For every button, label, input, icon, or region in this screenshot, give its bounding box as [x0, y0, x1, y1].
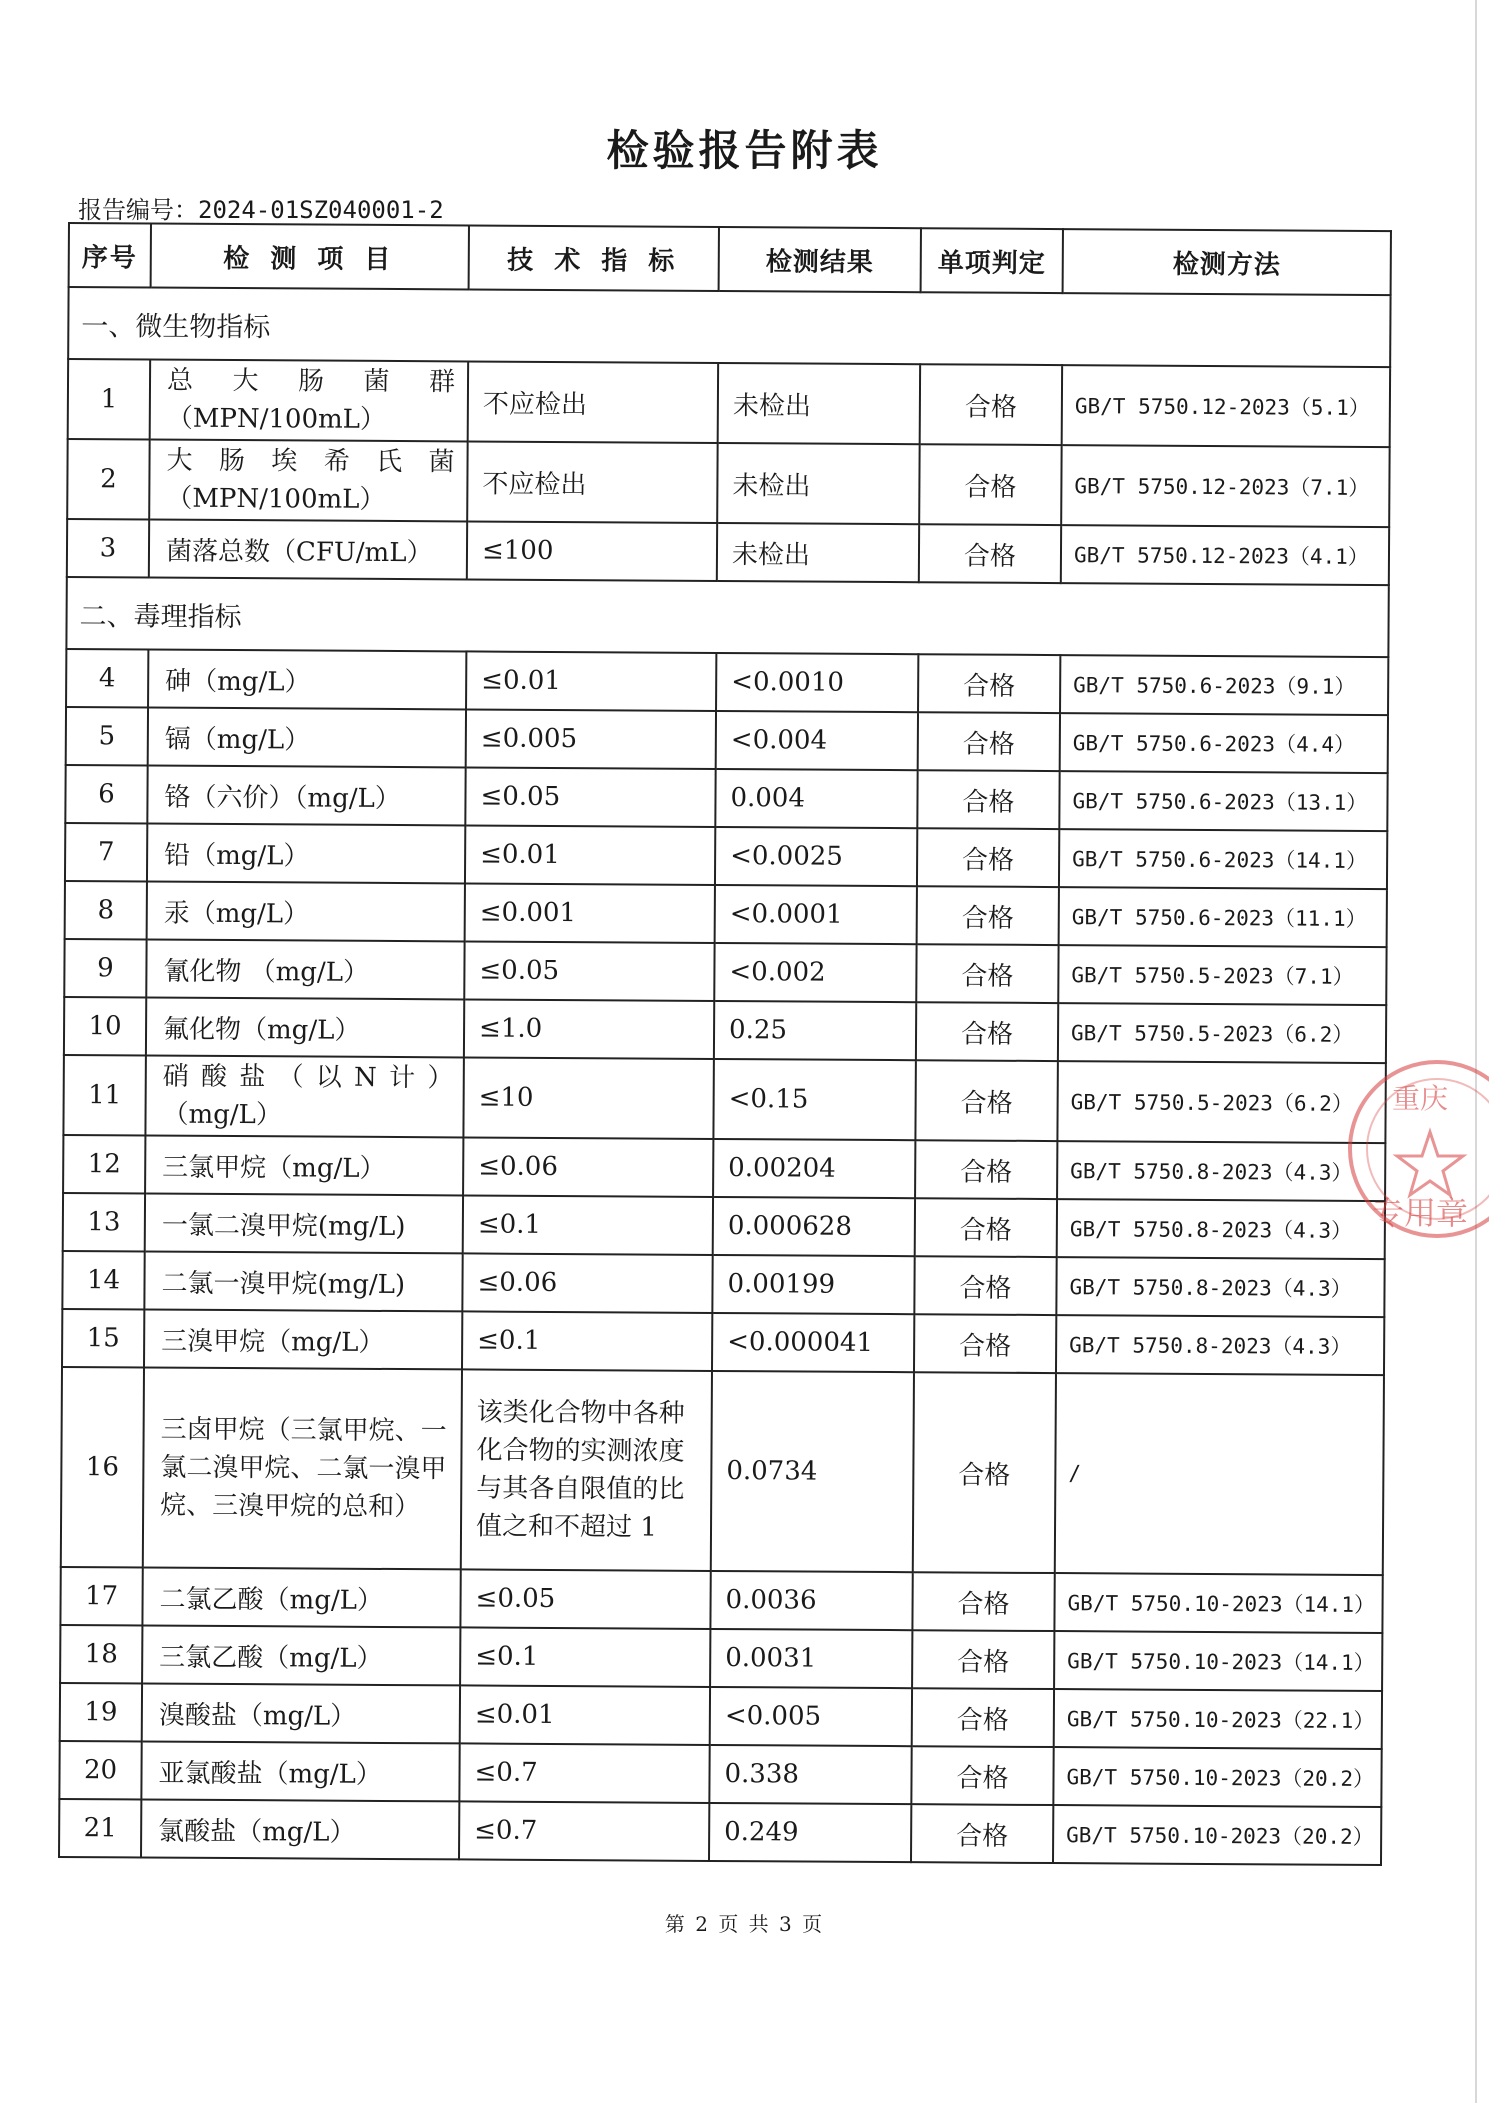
seal-star-icon	[1397, 1132, 1463, 1195]
table-row	[66, 649, 1388, 715]
row-item: 镉（mg/L）	[148, 707, 466, 767]
row-item: 三氯乙酸（mg/L）	[142, 1625, 460, 1685]
row-item: 亚氯酸盐（mg/L）	[141, 1741, 459, 1801]
row-result: <0.004	[716, 711, 918, 770]
row-standard: ≤0.001	[465, 883, 715, 943]
row-standard: ≤0.1	[460, 1627, 710, 1687]
table-row	[67, 519, 1389, 585]
row-no: 10	[64, 997, 146, 1055]
table-row	[61, 1367, 1384, 1575]
row-method: /	[1055, 1373, 1384, 1575]
row-judgment: 合格	[916, 944, 1058, 1003]
row-item: 溴酸盐（mg/L）	[142, 1683, 460, 1743]
row-result: <0.15	[713, 1059, 915, 1140]
row-no: 11	[63, 1055, 145, 1135]
row-judgment: 合格	[912, 1572, 1054, 1631]
seal-text-bottom: 专用章	[1372, 1194, 1469, 1232]
row-judgment: 合格	[915, 1198, 1057, 1257]
row-method: GB/T 5750.12-2023（4.1）	[1061, 525, 1389, 585]
row-standard: ≤1.0	[464, 999, 714, 1059]
row-result: 未检出	[717, 443, 919, 524]
row-no: 4	[66, 649, 148, 707]
row-no: 21	[59, 1799, 141, 1857]
row-method: GB/T 5750.12-2023（5.1）	[1062, 365, 1390, 447]
inspection-table	[58, 222, 1392, 1866]
table-row	[59, 1799, 1381, 1865]
row-judgment: 合格	[919, 444, 1061, 525]
row-standard: ≤0.1	[462, 1311, 712, 1371]
table-row	[65, 881, 1387, 947]
row-result: 0.0036	[710, 1571, 912, 1630]
table-row	[68, 359, 1390, 447]
row-standard: ≤0.7	[459, 1743, 709, 1803]
row-standard: ≤0.05	[465, 767, 715, 827]
header-standard: 技 术 指 标	[469, 225, 719, 291]
table-row	[62, 1251, 1384, 1317]
report-number-label: 报告编号：	[78, 196, 198, 224]
row-standard: ≤100	[467, 521, 717, 581]
row-judgment: 合格	[917, 886, 1059, 945]
row-item-name: 硝 酸 盐 （ 以 N 计 ）	[162, 1061, 456, 1094]
row-judgment: 合格	[917, 828, 1059, 887]
seal-graphic	[1352, 1064, 1489, 1234]
table-row	[64, 939, 1386, 1005]
row-method: GB/T 5750.5-2023（6.2）	[1058, 1003, 1386, 1063]
table-row	[60, 1567, 1382, 1633]
row-method: GB/T 5750.10-2023（20.2）	[1053, 1747, 1381, 1807]
table-row	[63, 1193, 1385, 1259]
row-judgment: 合格	[916, 1002, 1058, 1061]
table-row	[65, 765, 1387, 831]
document-title: 检验报告附表	[606, 126, 883, 175]
row-result: 0.000628	[713, 1197, 915, 1256]
table-row	[60, 1625, 1382, 1691]
row-no: 12	[63, 1135, 145, 1193]
table-body	[59, 287, 1391, 1865]
row-judgment: 合格	[912, 1630, 1054, 1689]
row-judgment: 合格	[919, 524, 1061, 583]
row-item: 氯酸盐（mg/L）	[141, 1799, 459, 1859]
table-row	[63, 1135, 1385, 1201]
row-item-unit: （MPN/100mL）	[166, 483, 386, 515]
row-no: 3	[67, 519, 149, 577]
section-title: 二、毒理指标	[66, 577, 1388, 657]
row-method: GB/T 5750.5-2023（6.2）	[1057, 1061, 1385, 1143]
row-no: 18	[60, 1625, 142, 1683]
row-judgment: 合格	[920, 364, 1062, 445]
row-item: 一氯二溴甲烷(mg/L)	[145, 1193, 463, 1253]
row-standard: ≤0.05	[460, 1569, 710, 1629]
row-standard: ≤10	[463, 1057, 713, 1139]
row-method: GB/T 5750.8-2023（4.3）	[1056, 1257, 1384, 1317]
row-item: 汞（mg/L）	[147, 881, 465, 941]
report-number-value: 2024-01SZ040001-2	[198, 196, 444, 224]
table-row	[64, 997, 1386, 1063]
row-item	[145, 1055, 463, 1137]
row-standard: 不应检出	[468, 361, 718, 443]
row-method: GB/T 5750.10-2023（14.1）	[1054, 1631, 1382, 1691]
row-item: 氰化物 （mg/L）	[146, 939, 464, 999]
row-no: 6	[65, 765, 147, 823]
row-judgment: 合格	[913, 1372, 1056, 1573]
row-result: 0.249	[709, 1803, 911, 1862]
page-number: 第 2 页 共 3 页	[664, 1912, 825, 1936]
row-item: 三溴甲烷（mg/L）	[144, 1309, 462, 1369]
table-row	[62, 1309, 1384, 1375]
row-result: <0.0025	[715, 827, 917, 886]
row-method: GB/T 5750.10-2023（14.1）	[1054, 1573, 1382, 1633]
row-item: 三氯甲烷（mg/L）	[145, 1135, 463, 1195]
row-standard: ≤0.05	[464, 941, 714, 1001]
row-no: 17	[60, 1567, 142, 1625]
row-no: 15	[62, 1309, 144, 1367]
row-no: 13	[63, 1193, 145, 1251]
row-no: 2	[67, 439, 149, 519]
row-standard: ≤0.01	[460, 1685, 710, 1745]
row-standard: 该类化合物中各种化合物的实测浓度与其各自限值的比值之和不超过 1	[461, 1369, 712, 1571]
row-result: 未检出	[717, 523, 919, 582]
table-row	[67, 439, 1389, 527]
row-method: GB/T 5750.6-2023（4.4）	[1060, 713, 1388, 773]
row-no: 7	[65, 823, 147, 881]
page-edge-line	[1475, 0, 1477, 2103]
row-judgment: 合格	[911, 1804, 1053, 1863]
seal-text-top: 重庆	[1392, 1082, 1449, 1115]
row-item: 砷（mg/L）	[148, 649, 466, 709]
row-item: 氟化物（mg/L）	[146, 997, 464, 1057]
row-no: 14	[62, 1251, 144, 1309]
row-method: GB/T 5750.6-2023（11.1）	[1059, 887, 1387, 947]
row-judgment: 合格	[914, 1314, 1056, 1373]
report-number	[78, 190, 444, 225]
official-seal-stamp	[1348, 1060, 1489, 1238]
row-method: GB/T 5750.10-2023（22.1）	[1054, 1689, 1382, 1749]
table-row	[65, 823, 1387, 889]
row-no: 19	[60, 1683, 142, 1741]
section-row	[68, 287, 1390, 367]
row-standard: ≤0.06	[462, 1253, 712, 1313]
row-no: 20	[59, 1741, 141, 1799]
row-item-name: 总 大 肠 菌 群	[166, 365, 458, 398]
row-result: 未检出	[718, 363, 920, 444]
row-method: GB/T 5750.8-2023（4.3）	[1057, 1141, 1385, 1201]
row-result: 0.00204	[713, 1139, 915, 1198]
row-judgment: 合格	[912, 1688, 1054, 1747]
row-standard: ≤0.01	[465, 825, 715, 885]
row-standard: ≤0.1	[463, 1195, 713, 1255]
row-method: GB/T 5750.5-2023（7.1）	[1058, 945, 1386, 1005]
row-judgment: 合格	[911, 1746, 1053, 1805]
row-item: 铅（mg/L）	[147, 823, 465, 883]
row-item: 铬（六价）（mg/L）	[147, 765, 465, 825]
row-no: 8	[65, 881, 147, 939]
row-standard: ≤0.01	[466, 651, 716, 711]
row-method: GB/T 5750.8-2023（4.3）	[1056, 1315, 1384, 1375]
row-no: 1	[68, 359, 150, 439]
row-item-unit: （mg/L）	[162, 1099, 282, 1131]
header-method: 检测方法	[1063, 229, 1391, 295]
row-result: <0.0010	[716, 653, 918, 712]
row-item	[150, 360, 468, 442]
row-result: 0.00199	[712, 1255, 914, 1314]
row-item	[149, 440, 467, 522]
row-no: 5	[66, 707, 148, 765]
row-result: <0.000041	[712, 1313, 914, 1372]
row-item-name: 大 肠 埃 希 氏 菌	[166, 445, 457, 478]
row-item: 二氯一溴甲烷(mg/L)	[144, 1251, 462, 1311]
header-item: 检 测 项 目	[151, 224, 469, 290]
row-item-unit: （MPN/100mL）	[166, 403, 387, 435]
row-result: <0.005	[710, 1687, 912, 1746]
section-title: 一、微生物指标	[68, 287, 1390, 367]
row-no: 16	[61, 1367, 144, 1567]
row-result: 0.004	[715, 769, 917, 828]
table-row	[66, 707, 1388, 773]
row-result: <0.002	[714, 943, 916, 1002]
row-standard: ≤0.7	[459, 1801, 709, 1861]
row-method: GB/T 5750.6-2023（14.1）	[1059, 829, 1387, 889]
row-result: 0.338	[709, 1745, 911, 1804]
row-item: 三卤甲烷（三氯甲烷、一氯二溴甲烷、二氯一溴甲烷、三溴甲烷的总和）	[143, 1367, 462, 1569]
row-item: 二氯乙酸（mg/L）	[142, 1567, 460, 1627]
header-judgment: 单项判定	[921, 228, 1063, 293]
row-method: GB/T 5750.12-2023（7.1）	[1061, 445, 1389, 527]
row-judgment: 合格	[917, 770, 1059, 829]
row-result: 0.0734	[711, 1371, 914, 1572]
header-seq: 序号	[69, 223, 151, 287]
row-standard: 不应检出	[467, 441, 717, 523]
table-header-row	[69, 223, 1391, 295]
row-result: 0.25	[714, 1001, 916, 1060]
row-method: GB/T 5750.8-2023（4.3）	[1057, 1199, 1385, 1259]
row-standard: ≤0.06	[463, 1137, 713, 1197]
table-row	[59, 1741, 1381, 1807]
row-judgment: 合格	[914, 1256, 1056, 1315]
table-row	[63, 1055, 1385, 1143]
row-no: 9	[64, 939, 146, 997]
header-result: 检测结果	[719, 227, 921, 292]
row-judgment: 合格	[915, 1060, 1057, 1141]
row-judgment: 合格	[918, 654, 1060, 713]
row-method: GB/T 5750.6-2023（13.1）	[1059, 771, 1387, 831]
table-row	[60, 1683, 1382, 1749]
row-result: 0.0031	[710, 1629, 912, 1688]
row-method: GB/T 5750.6-2023（9.1）	[1060, 655, 1388, 715]
row-standard: ≤0.005	[466, 709, 716, 769]
row-judgment: 合格	[918, 712, 1060, 771]
row-judgment: 合格	[915, 1140, 1057, 1199]
row-method: GB/T 5750.10-2023（20.2）	[1053, 1805, 1381, 1865]
section-row	[66, 577, 1388, 657]
row-result: <0.0001	[715, 885, 917, 944]
row-item: 菌落总数（CFU/mL）	[149, 520, 467, 580]
